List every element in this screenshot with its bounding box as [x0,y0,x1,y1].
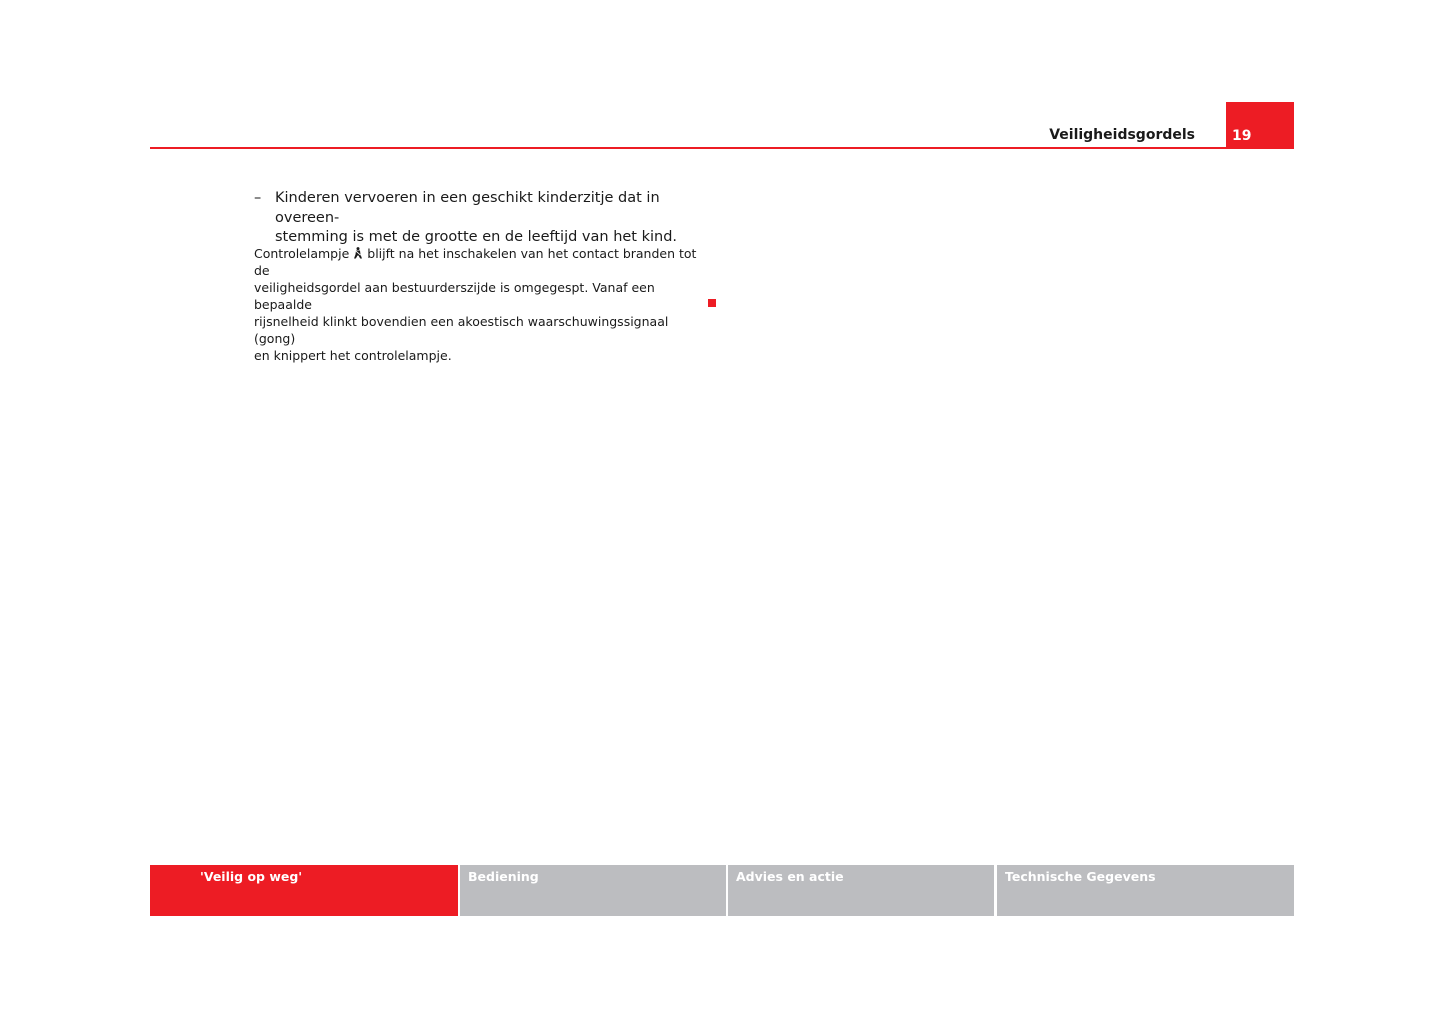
bullet-text-line-1: Kinderen vervoeren in een geschikt kinderzitje dat in overeen- [275,190,660,226]
paragraph-line-1 [254,245,709,279]
footer-tab-label: Advies en actie [736,869,844,884]
bullet-text-line-2: stemming is met de grootte en de leeftijd van het kind. [275,229,678,245]
page-number-tab [1226,102,1294,149]
warning-paragraph [254,245,709,364]
paragraph-line-2: veiligheidsgordel aan bestuurderszijde is omgegespt. Vanaf een bepaalde [254,280,655,312]
footer-tab-technische-gegevens[interactable] [997,865,1294,916]
footer-tab-veilig-op-weg[interactable] [150,865,458,916]
section-end-marker [708,299,716,307]
footer-tab-bediening[interactable] [460,865,726,916]
footer-tab-advies-en-actie[interactable] [728,865,994,916]
footer-tab-label: Bediening [468,869,539,884]
footer-tab-label: 'Veilig op weg' [200,869,303,884]
seatbelt-warning-icon [353,246,363,258]
footer-tab-label: Technische Gegevens [1005,869,1156,884]
bullet-item [254,189,704,248]
bullet-dash: – [254,190,262,206]
header-rule [150,147,1294,149]
page-number: 19 [1232,128,1252,144]
paragraph-line-3: rijsnelheid klinkt bovendien een akoestisch waarschuwingssignaal (gong) [254,314,669,346]
paragraph-line-1-start: Controlelampje [254,246,350,261]
paragraph-line-4: en knippert het controlelampje. [254,348,452,363]
section-title: Veiligheidsgordels [1049,127,1195,143]
paragraph-line-1-end: blijft na het inschakelen van het contact branden tot de [254,246,697,278]
